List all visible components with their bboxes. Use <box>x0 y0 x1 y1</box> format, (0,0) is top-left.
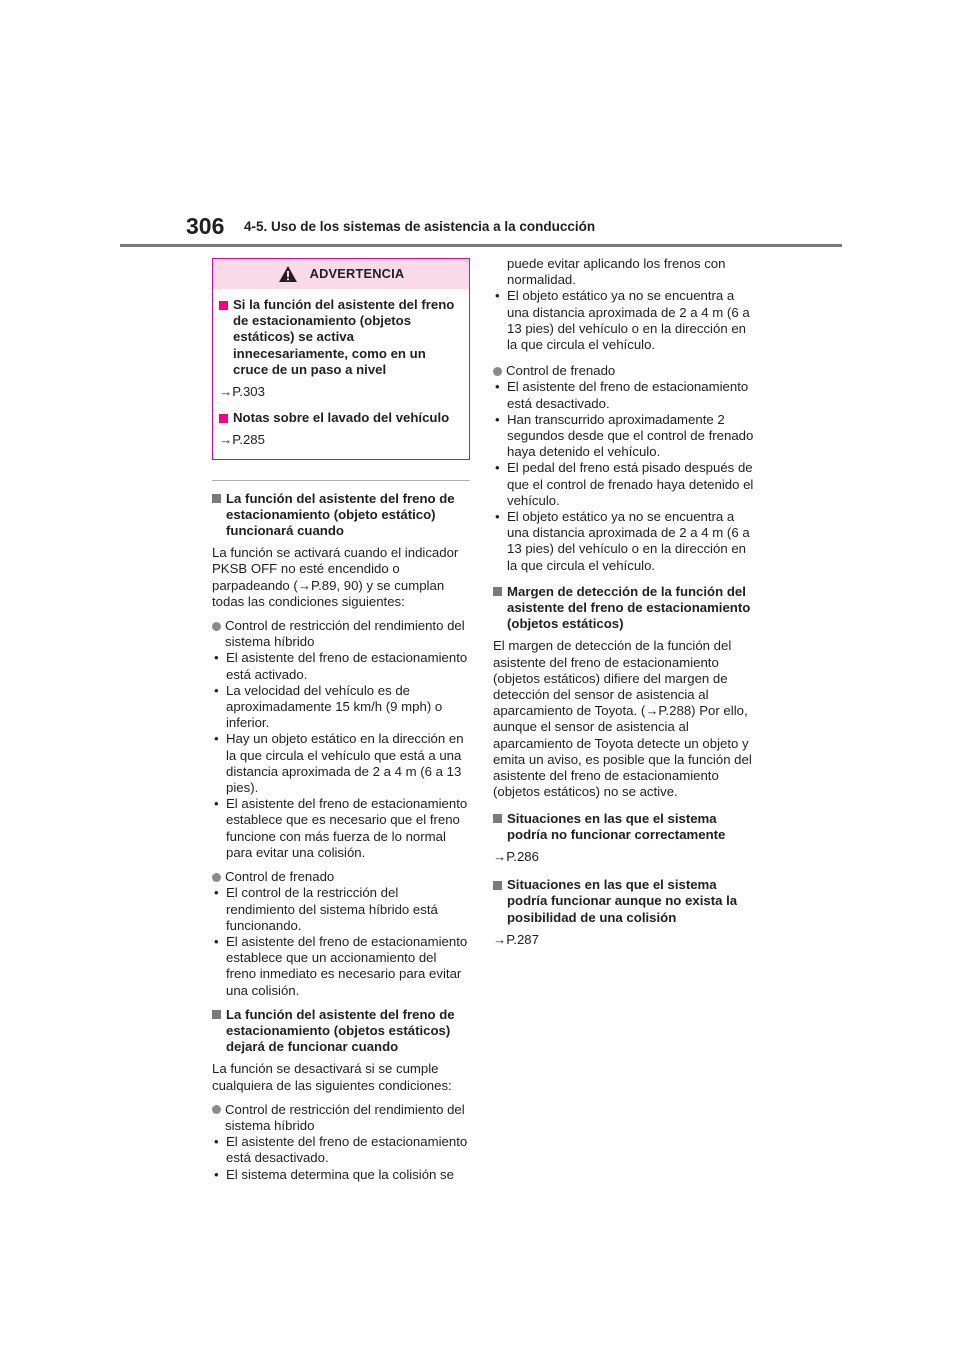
bullet-list <box>212 885 470 998</box>
list-item: • El sistema determina que la colisión se <box>214 1166 454 1182</box>
square-bullet-icon <box>219 414 228 423</box>
left-column <box>212 258 470 1191</box>
page-reference: →P.285 <box>219 432 265 448</box>
list-item: • El objeto estático ya no se encuentra a una distancia aproximada de 2 a 4 m (6 a 13 pies) del vehículo o en la dirección en la que circula el vehículo. <box>495 288 750 353</box>
paragraph: El margen de detección de la función del asistente del freno de estacionamiento (objetos estáticos) difiere del margen de detección del sensor de asistencia al aparcamiento de Toyota. (→P.288) Por ello, aunque el sensor de asistencia al aparcamiento de Toyota detecte un objeto y emita un aviso, es posible que la función del asistente del freno de estacionamiento (objetos estáticos) no se active. <box>493 638 752 800</box>
condition-heading: Control de frenado <box>493 363 755 379</box>
section-heading: La función del asistente del freno de estacionamiento (objetos estáticos) dejará de funcionar cuando <box>212 1007 470 1056</box>
square-bullet-icon <box>493 814 502 823</box>
list-item: • El asistente del freno de estacionamiento establece que un accionamiento del freno inmediato es necesario para evitar una colisión. <box>214 933 468 998</box>
continued-text: puede evitar aplicando los frenos con normalidad. <box>507 256 726 288</box>
square-bullet-icon <box>212 494 221 503</box>
list-item: • Hay un objeto estático en la dirección en la que circula el vehículo que está a una distancia aproximada de 2 a 4 m (6 a 13 pies). <box>214 731 464 796</box>
section-divider <box>212 480 470 481</box>
square-bullet-icon <box>219 301 228 310</box>
condition-heading: Control de frenado <box>212 869 470 885</box>
warning-item-heading: Notas sobre el lavado del vehículo <box>219 410 459 426</box>
page-reference: →P.286 <box>493 848 539 864</box>
bullet-list <box>212 650 470 861</box>
list-item: • Han transcurrido aproximadamente 2 segundos desde que el control de frenado haya detenido el vehículo. <box>495 411 754 460</box>
page-reference: →P.287 <box>493 931 539 947</box>
list-item: • El asistente del freno de estacionamiento está desactivado. <box>495 379 749 411</box>
paragraph: La función se activará cuando el indicador PKSB OFF no esté encendido o parpadeando (→P.89, 90) y se cumplan todas las condiciones siguientes: <box>212 545 459 609</box>
page-reference: →P.303 <box>219 384 265 400</box>
section-title: 4-5. Uso de los sistemas de asistencia a la conducción <box>244 219 596 234</box>
bullet-list <box>212 1134 470 1183</box>
list-item: • La velocidad del vehículo es de aproximadamente 15 km/h (9 mph) o inferior. <box>214 682 443 731</box>
warning-title: ADVERTENCIA <box>309 265 405 281</box>
header-divider <box>120 244 842 247</box>
list-item: • El control de la restricción del rendimiento del sistema híbrido está funcionando. <box>214 885 438 933</box>
circle-bullet-icon <box>212 1105 221 1114</box>
page-number: 306 <box>186 213 225 239</box>
section-heading: La función del asistente del freno de estacionamiento (objeto estático) funcionará cuando <box>212 491 470 540</box>
list-item: • El objeto estático ya no se encuentra a una distancia aproximada de 2 a 4 m (6 a 13 pies) del vehículo o en la dirección en la que circula el vehículo. <box>495 509 750 573</box>
warning-triangle-icon <box>278 265 298 283</box>
paragraph: La función se desactivará si se cumple cualquiera de las siguientes condiciones: <box>212 1061 452 1093</box>
section-heading: Situaciones en las que el sistema podría no funcionar correctamente <box>493 811 755 843</box>
square-bullet-icon <box>212 1010 221 1019</box>
list-item: • El asistente del freno de estacionamiento establece que es necesario que el freno funcione con más fuerza de lo normal para evitar una colisión. <box>214 796 468 860</box>
warning-item <box>213 410 469 426</box>
list-item: • El pedal del freno está pisado después de que el control de frenado haya detenido el vehículo. <box>495 460 754 508</box>
warning-item-heading: Si la función del asistente del freno de estacionamiento (objetos estáticos) se activa innecesariamente, como en un cruce de un paso a nivel <box>219 297 459 378</box>
square-bullet-icon <box>493 587 502 596</box>
circle-bullet-icon <box>212 622 221 631</box>
section-heading: Margen de detección de la función del asistente del freno de estacionamiento (objetos estáticos) <box>493 584 755 633</box>
right-column <box>493 256 755 956</box>
bullet-list <box>493 379 755 573</box>
list-item: • El asistente del freno de estacionamiento está desactivado. <box>214 1134 468 1166</box>
bullet-list <box>493 288 755 353</box>
square-bullet-icon <box>493 881 502 890</box>
condition-heading: Control de restricción del rendimiento del sistema híbrido <box>212 618 470 650</box>
warning-item <box>213 297 469 378</box>
warning-header <box>213 259 469 289</box>
condition-heading: Control de restricción del rendimiento del sistema híbrido <box>212 1102 470 1134</box>
warning-box <box>212 258 470 460</box>
list-item: • El asistente del freno de estacionamiento está activado. <box>214 650 468 682</box>
circle-bullet-icon <box>493 367 502 376</box>
circle-bullet-icon <box>212 873 221 882</box>
section-heading: Situaciones en las que el sistema podría funcionar aunque no exista la posibilidad de una colisión <box>493 877 755 926</box>
